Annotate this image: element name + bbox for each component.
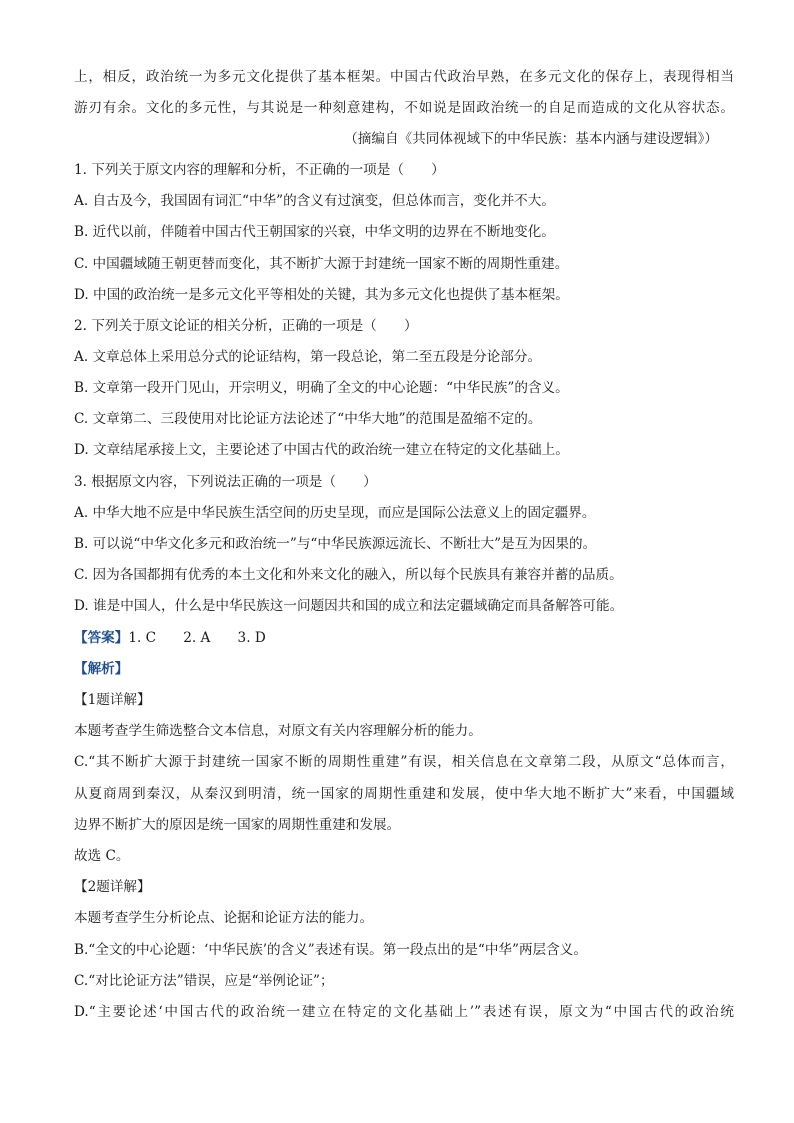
q2-option-d-analysis: D.“主要论述‘中国古代的政治统一建立在特定的文化基础上’”表述有误，原文为“中国古代的政治统: [74, 1004, 734, 1020]
q2-heading: 【2题详解】: [74, 879, 151, 895]
analysis-label: 【解析】: [74, 661, 129, 677]
question-2-option-d: D. 文章结尾承接上文，主要论述了中国古代的政治统一建立在特定的文化基础上。: [74, 442, 569, 458]
q2-option-c-analysis: C.“对比论证方法”错误，应是“举例论证”；: [74, 973, 334, 989]
q1-explanation-line-1: C.“其不断扩大源于封建统一国家不断的周期性重建”有误，相关信息在文章第二段，从原文“总体而言，: [74, 754, 734, 770]
q1-conclusion: 故选 C。: [74, 848, 130, 864]
question-3-stem: 3. 根据原文内容，下列说法正确的一项是（ ）: [74, 474, 377, 490]
question-1-stem: 1. 下列关于原文内容的理解和分析，不正确的一项是（ ）: [74, 162, 445, 178]
q2-option-b-analysis: B.“全文的中心论题：‘中华民族’的含义”表述有误。第一段点出的是“中华”两层含义。: [74, 942, 587, 958]
question-1-option-d: D. 中国的政治统一是多元文化平等相处的关键，其为多元文化也提供了基本框架。: [74, 287, 569, 303]
question-2-option-a: A. 文章总体上采用总分式的论证结构，第一段总论，第二至五段是分论部分。: [74, 349, 542, 365]
question-3-option-c: C. 因为各国都拥有优秀的本土文化和外来文化的融入，所以每个民族具有兼容并蓄的品质。: [74, 567, 623, 583]
question-2-option-b: B. 文章第一段开门见山，开宗明义，明确了全文的中心论题：“中华民族”的含义。: [74, 380, 569, 396]
question-3-option-d: D. 谁是中国人，什么是中华民族这一问题因共和国的成立和法定疆域确定而具备解答可能。: [74, 598, 624, 614]
passage-line-1: 上，相反，政治统一为多元文化提供了基本框架。中国古代政治早熟，在多元文化的保存上，表现得相当: [74, 69, 734, 85]
passage-line-2: 游刃有余。文化的多元性，与其说是一种刻意建构，不如说是固政治统一的自足而造成的文化从容状态。: [74, 100, 734, 116]
passage-source: （摘编自《共同体视域下的中华民族：基本内涵与建设逻辑》）: [344, 131, 718, 147]
question-1-option-b: B. 近代以前，伴随着中国古代王朝国家的兴衰，中华文明的边界在不断地变化。: [74, 224, 555, 240]
q1-intro: 本题考查学生筛选整合文本信息，对原文有关内容理解分析的能力。: [74, 723, 482, 739]
answer-value: 1. C 2. A 3. D: [128, 630, 266, 646]
answer-label: 【答案】: [74, 630, 129, 646]
question-3-option-b: B. 可以说“中华文化多元和政治统一”与“中华民族源远流长、不断壮大”是互为因果的。: [74, 536, 597, 552]
q1-explanation-line-3: 边界不断扩大的原因是统一国家的周期性重建和发展。: [74, 817, 401, 833]
question-2-option-c: C. 文章第二、三段使用对比论证方法论述了“中华大地”的范围是盈缩不定的。: [74, 411, 542, 427]
question-2-stem: 2. 下列关于原文论证的相关分析，正确的一项是（ ）: [74, 318, 418, 334]
question-1-option-c: C. 中国疆域随王朝更替而变化，其不断扩大源于封建统一国家不断的周期性重建。: [74, 256, 569, 272]
question-3-option-a: A. 中华大地不应是中华民族生活空间的历史呈现，而应是国际公法意义上的固定疆界。: [74, 505, 596, 521]
q1-heading: 【1题详解】: [74, 692, 151, 708]
question-1-option-a: A. 自古及今，我国固有词汇“中华”的含义有过演变，但总体而言，变化并不大。: [74, 193, 555, 209]
answer-line: [74, 628, 734, 648]
q1-explanation-line-2: 从夏商周到秦汉，从秦汉到明清，统一国家的周期性重建和发展，使中华大地不断扩大”来看，中国疆域: [74, 786, 734, 802]
q2-intro: 本题考查学生分析论点、论据和论证方法的能力。: [74, 910, 374, 926]
